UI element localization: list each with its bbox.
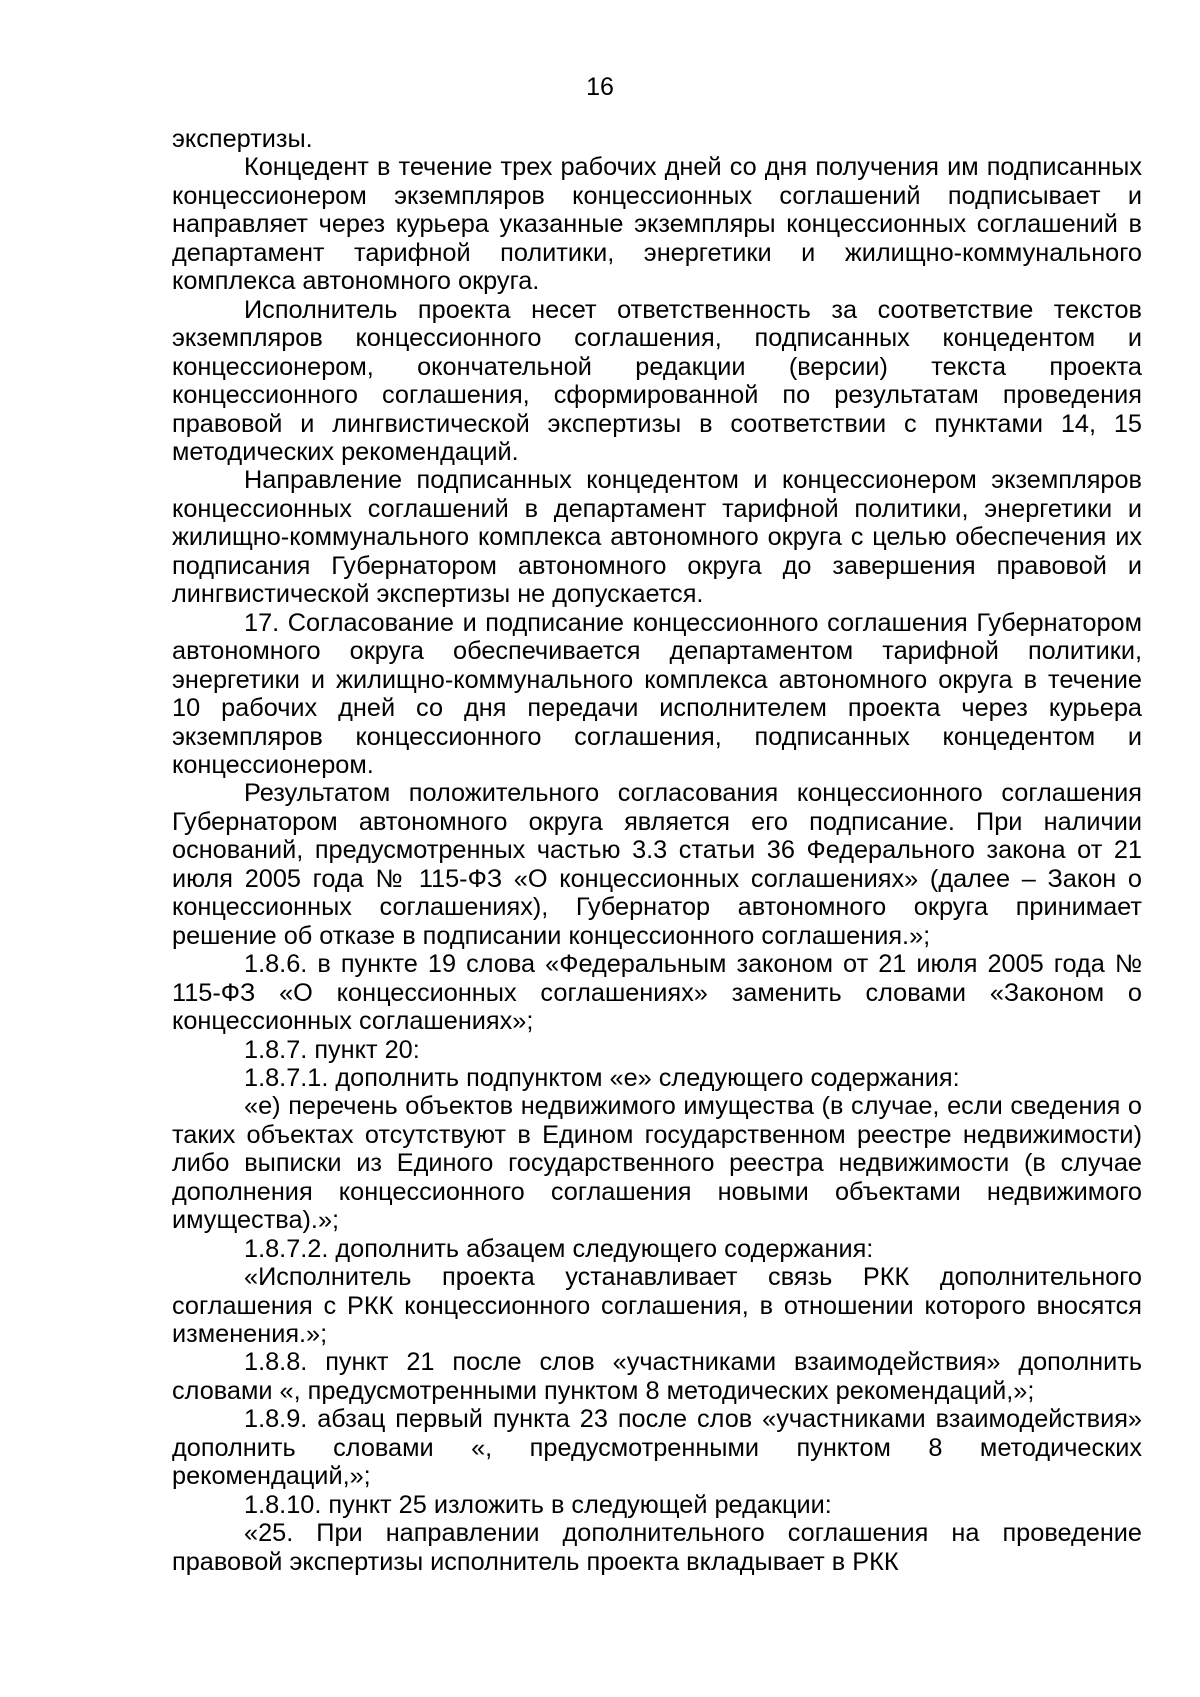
document-body — [172, 125, 1142, 1576]
paragraph: экспертизы. — [172, 125, 313, 153]
paragraph: 1.8.8. пункт 21 после слов «участниками взаимодействия» дополнить словами «, предусмотренными пунктом 8 методических рекомендаций,»; — [172, 1348, 1142, 1405]
paragraph: 1.8.10. пункт 25 изложить в следующей редакции: — [244, 1490, 832, 1519]
paragraph: Концедент в течение трех рабочих дней со дня получения им подписанных концессионером экземпляров концессионных соглашений подписывает и направляет через курьера указанные экземпляры концессионных соглашений в департамент тарифной политики, энергетики и жилищно-коммунального комплекса автономного округа. — [172, 153, 1142, 296]
paragraph: 1.8.7.2. дополнить абзацем следующего содержания: — [244, 1234, 874, 1263]
page-number: 16 — [586, 73, 614, 101]
paragraph: 1.8.7.1. дополнить подпунктом «е» следующего содержания: — [244, 1063, 960, 1092]
paragraph: «е) перечень объектов недвижимого имущества (в случае, если сведения о таких объектах отсутствуют в Едином государственном реестре недвижимости) либо выписки из Единого государственного реестра недвижимости (в случае дополнения концессионного соглашения новыми объектами недвижимого имущества).»; — [172, 1092, 1142, 1235]
paragraph: 1.8.6. в пункте 19 слова «Федеральным законом от 21 июля 2005 года № 115-ФЗ «О концессионных соглашениях» заменить словами «Законом о концессионных соглашениях»; — [172, 950, 1142, 1036]
paragraph: 1.8.7. пункт 20: — [244, 1035, 420, 1064]
paragraph: Исполнитель проекта несет ответственность за соответствие текстов экземпляров концессионного соглашения, подписанных концедентом и концессионером, окончательной редакции (версии) текста проекта концессионного соглашения, сформированной по результатам проведения правовой и лингвистической экспертизы в соответствии с пунктами 14, 15 методических рекомендаций. — [172, 295, 1142, 466]
paragraph: 1.8.9. абзац первый пункта 23 после слов «участниками взаимодействия» дополнить словами «, предусмотренными пунктом 8 методических рекомендаций,»; — [172, 1405, 1142, 1491]
paragraph: Направление подписанных концедентом и концессионером экземпляров концессионных соглашений в департамент тарифной политики, энергетики и жилищно-коммунального комплекса автономного округа с целью обеспечения их подписания Губернатором автономного округа до завершения правовой и лингвистической экспертизы не допускается. — [172, 466, 1142, 609]
paragraph: «Исполнитель проекта устанавливает связь РКК дополнительного соглашения с РКК концессионного соглашения, в отношении которого вносятся изменения.»; — [172, 1263, 1142, 1349]
paragraph: Результатом положительного согласования концессионного соглашения Губернатором автономного округа является его подписание. При наличии оснований, предусмотренных частью 3.3 статьи 36 Федерального закона от 21 июля 2005 года № 115-ФЗ «О концессионных соглашениях» (далее – Закон о концессионных соглашениях), Губернатор автономного округа принимает решение об отказе в подписании концессионного соглашения.»; — [172, 779, 1142, 950]
paragraph: «25. При направлении дополнительного соглашения на проведение правовой экспертизы исполнитель проекта вкладывает в РКК — [172, 1519, 1142, 1576]
paragraph: 17. Согласование и подписание концессионного соглашения Губернатором автономного округа обеспечивается департаментом тарифной политики, энергетики и жилищно-коммунального комплекса автономного округа в течение 10 рабочих дней со дня передачи исполнителем проекта через курьера экземпляров концессионного соглашения, подписанных концедентом и концессионером. — [172, 608, 1142, 779]
